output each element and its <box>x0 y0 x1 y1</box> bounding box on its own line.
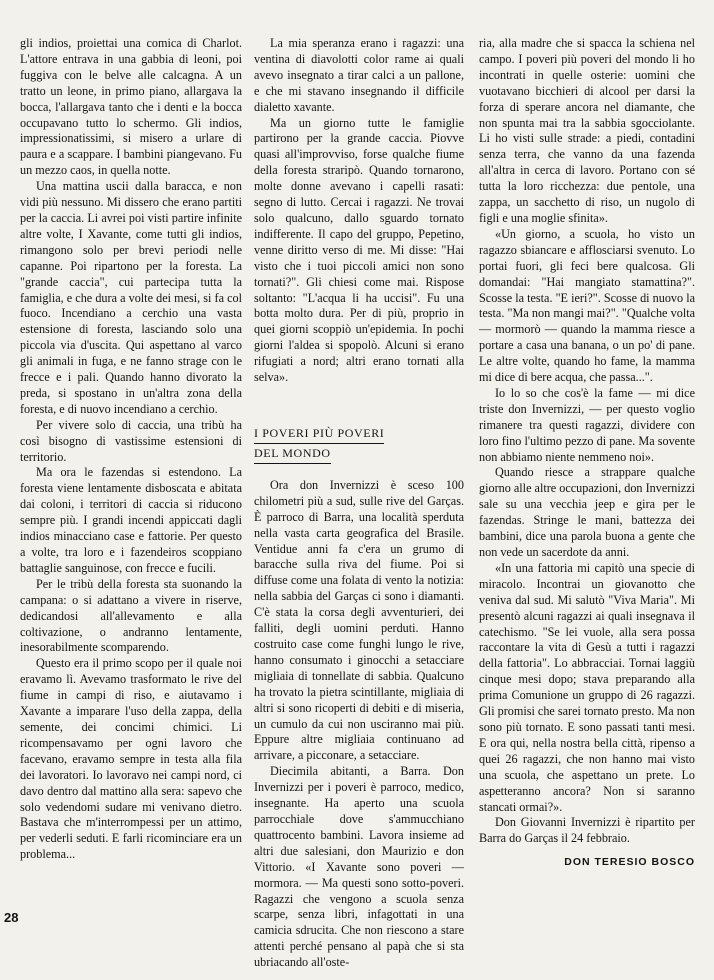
paragraph: Per le tribù della foresta sta suonando la campana: o si adattano a vivere in riserve, dedicandosi all'allevamento e alla coltivazione, o andranno lentamente, inesorabilmente scomparendo. <box>20 576 242 655</box>
paragraph: Questo era il primo scopo per il quale noi eravamo lì. Avevamo trasformato le rive del fiume in campi di riso, e aiutavamo i Xavante a imparare l'uso della zappa, della semente, dei concimi chimici. Li ricompensavamo per ogni lavoro che facevano, eravamo sempre in testa alla fila dei lavoratori. Io lavoravo nei campi nord, ci davo dentro dal mattino alla sera: sapevo che solo vedendomi sudare mi venivano dietro. Bastava che m'interrompessi per un attimo, per vederli seduti. E farli ricominciare era un problema... <box>20 656 242 862</box>
heading-line-1: I POVERI PIÙ POVERI <box>254 424 384 444</box>
paragraph: Ma un giorno tutte le famiglie partirono per la grande caccia. Piovve quasi all'improvviso, forse qualche fiume della foresta straripò. Quando tornarono, molte donne avevano i capelli rasati: segno di lutto. Cercai i ragazzi. Ne trovai solo qualcuno, dallo sguardo tornato indifferente. Il capo del gruppo, Pepetino, venne diritto verso di me. Mi disse: "Hai visto che i tuoi piccoli amici non sono tornati?". Gli chiesi come mai. Rispose soltanto: "L'acqua li ha uccisi". Fu una botta molto dura. Per di più, proprio in quei giorni scoppiò un'epidemia. In pochi giorni l'aldea si spopolò. Alcuni si erano rifugiati a nord; altri erano tornati alla selva». <box>254 115 464 385</box>
paragraph: Diecimila abitanti, a Barra. Don Invernizzi per i poveri è parroco, medico, insegnante. Ha aperto una scuola parrocchiale dove s'ammucchiano quattrocento bambini. Lavora insieme ad altri due salesiani, don Maurizio e don Vittorio. «I Xavante sono poveri — mormora. — Ma questi sono sotto-poveri. Ragazzi che vengono a scuola senza scarpe, senza libri, infagottati in una camicia sdrucita. Che non riescono a stare attenti perché pensano al papà che si sta ubriacando all'oste- <box>254 764 464 970</box>
paragraph: Io lo so che cos'è la fame — mi dice triste don Invernizzi, — per questo voglio rimanere tra questi ragazzi, dividere con loro fino l'ultimo pezzo di pane. Ma sovente non abbiamo niente nemmeno noi». <box>479 385 695 464</box>
paragraph: Una mattina uscii dalla baracca, e non vidi più nessuno. Mi dissero che erano partiti per la caccia. Li avrei poi visti partire infinite altre volte, I Xavante, come tutti gli indios, rimangono solo per brevi periodi nelle capanne. Poi ripartono per la foresta. La "grande caccia", cui partecipa tutta la famiglia, e che dura a volte dei mesi, si fa col fuoco. Incendiano a cerchio una vasta estensione di foresta, lasciando solo una piccola via d'uscita. Qui aspettano al varco gli animali in fuga, e ne fanno strage con le frecce e i pali. Quando hanno divorato la preda, si spostano in un'altra zona della foresta, e di nuovo incendiano a cerchio. <box>20 179 242 416</box>
paragraph: «Un giorno, a scuola, ho visto un ragazzo sbiancare e afflosciarsi svenuto. Lo portai fuori, gli feci bere qualcosa. Gli domandai: "Hai mangiato stamattina?". Scosse la testa. "E ieri?". Scosse di nuovo la testa. "Ma non mangi mai?". "Qualche volta — mormorò — quando la mamma riesce a portare a casa una banana, o un po' di pane. Le altre volte, quando ho fame, la mamma mi dice di bere acqua, che passa...". <box>479 226 695 385</box>
paragraph: «In una fattoria mi capitò una specie di miracolo. Incontrai un giovanotto che veniva dal sud. Mi salutò "Viva Maria". Mi presentò alcuni ragazzi ai quali insegnava il catechismo. "Se lei vuole, alla sera possa raccontare la vita di Gesù a tutti i ragazzi della fattoria". Lo abbracciai. Tornai laggiù cinque mesi dopo; stava preparando alla prima Comunione un gruppo di 26 ragazzi. Gli promisi che sarei tornato presto. Ma non sono più tornato. E sono passati tanti mesi. E ora qui, nella nostra bella città, ripenso a quei 26 ragazzi, che non hanno mai visto una scuola, che aspettano un prete. Lo aspetteranno ancora? Non si saranno stancati ormai?». <box>479 560 695 814</box>
paragraph: La mia speranza erano i ragazzi: una ventina di diavolotti color rame ai quali avevo insegnato a tirar calci a un pallone, e che mi stavano insegnando il difficile dialetto xavante. <box>254 36 464 114</box>
column-1 <box>20 36 242 863</box>
section-heading <box>254 424 464 464</box>
paragraph: Quando riesce a strappare qualche giorno alle altre occupazioni, don Invernizzi sale su una vecchia jeep e gira per le fazendas. Stringe le mani, battezza dei bambini, dice una parola buona a gente che non vede un sacerdote da anni. <box>479 465 695 559</box>
paragraph: ria, alla madre che si spacca la schiena nel campo. I poveri più poveri del mondo li ho incontrati in quelle osterie: uomini che vuotavano bicchieri di alcool per darsi la forza di sperare ancora nel diamante, che non spunta mai tra la sabbia sgocciolante. Li ho visti sulle strade: a piedi, contadini senza terra, che vanno da una fazenda all'altra in cerca di lavoro. Portano con sé tutta la loro ricchezza: due pentole, una zappa, un sacchetto di riso, un nugolo di figli e una moglie sfinita». <box>479 36 695 225</box>
author-signature: DON TERESIO BOSCO <box>564 856 695 869</box>
column-3 <box>479 36 695 871</box>
heading-line-2: DEL MONDO <box>254 444 331 464</box>
column-2 <box>254 36 464 971</box>
paragraph: Ora don Invernizzi è sceso 100 chilometri più a sud, sulle rive del Garças. È parroco di Barra, una località sperduta nella vasta carta geografica del Brasile. Ventidue anni fa c'era un grumo di baracche sulla riva del fiume. Poi si diffuse come una folata di vento la notizia: nella sabbia del Garças ci sono i diamanti. C'è stata la corsa degli avventurieri, dei falliti, degli uomini perduti. Hanno costruito case come funghi lungo le rive, hanno consumato i ginocchi a setacciare migliaia di tonnellate di sabbia. Qualcuno ha trovato la pietra scintillante, migliaia di altri si sono ricoperti di debiti e di miseria, un cumulo da cui non usciranno mai più. Eppure altre migliaia continuano ad arrivare, a picconare, a setacciare. <box>254 477 464 763</box>
paragraph: gli indios, proiettai una comica di Charlot. L'attore entrava in una gabbia di leoni, poi fuggiva con le belve alle calcagna. A un tratto un leone, in primo piano, allargava la bocca, l'allargava tanto che i denti e la bocca occupavano tutto lo schermo. Gli indios, impressionatissimi, si misero a urlare di paura e a scappare. I bambini piangevano. Fu un mezzo caos, in quella notte. <box>20 36 242 178</box>
page-number: 28 <box>4 910 19 925</box>
paragraph: Don Giovanni Invernizzi è ripartito per Barra do Garças il 24 febbraio. <box>479 815 695 846</box>
paragraph: Ma ora le fazendas si estendono. La foresta viene lentamente disboscata e abitata dai coloni, i territori di caccia si riducono sempre più. I grandi incendi appiccati dagli indios minacciano case e fattorie. Per questo a volte, tra loro e i fazendeiros scoppiano battaglie sanguinose, con frecce e fucili. <box>20 465 242 575</box>
paragraph: Per vivere solo di caccia, una tribù ha così bisogno di vastissime estensioni di territorio. <box>20 417 242 464</box>
